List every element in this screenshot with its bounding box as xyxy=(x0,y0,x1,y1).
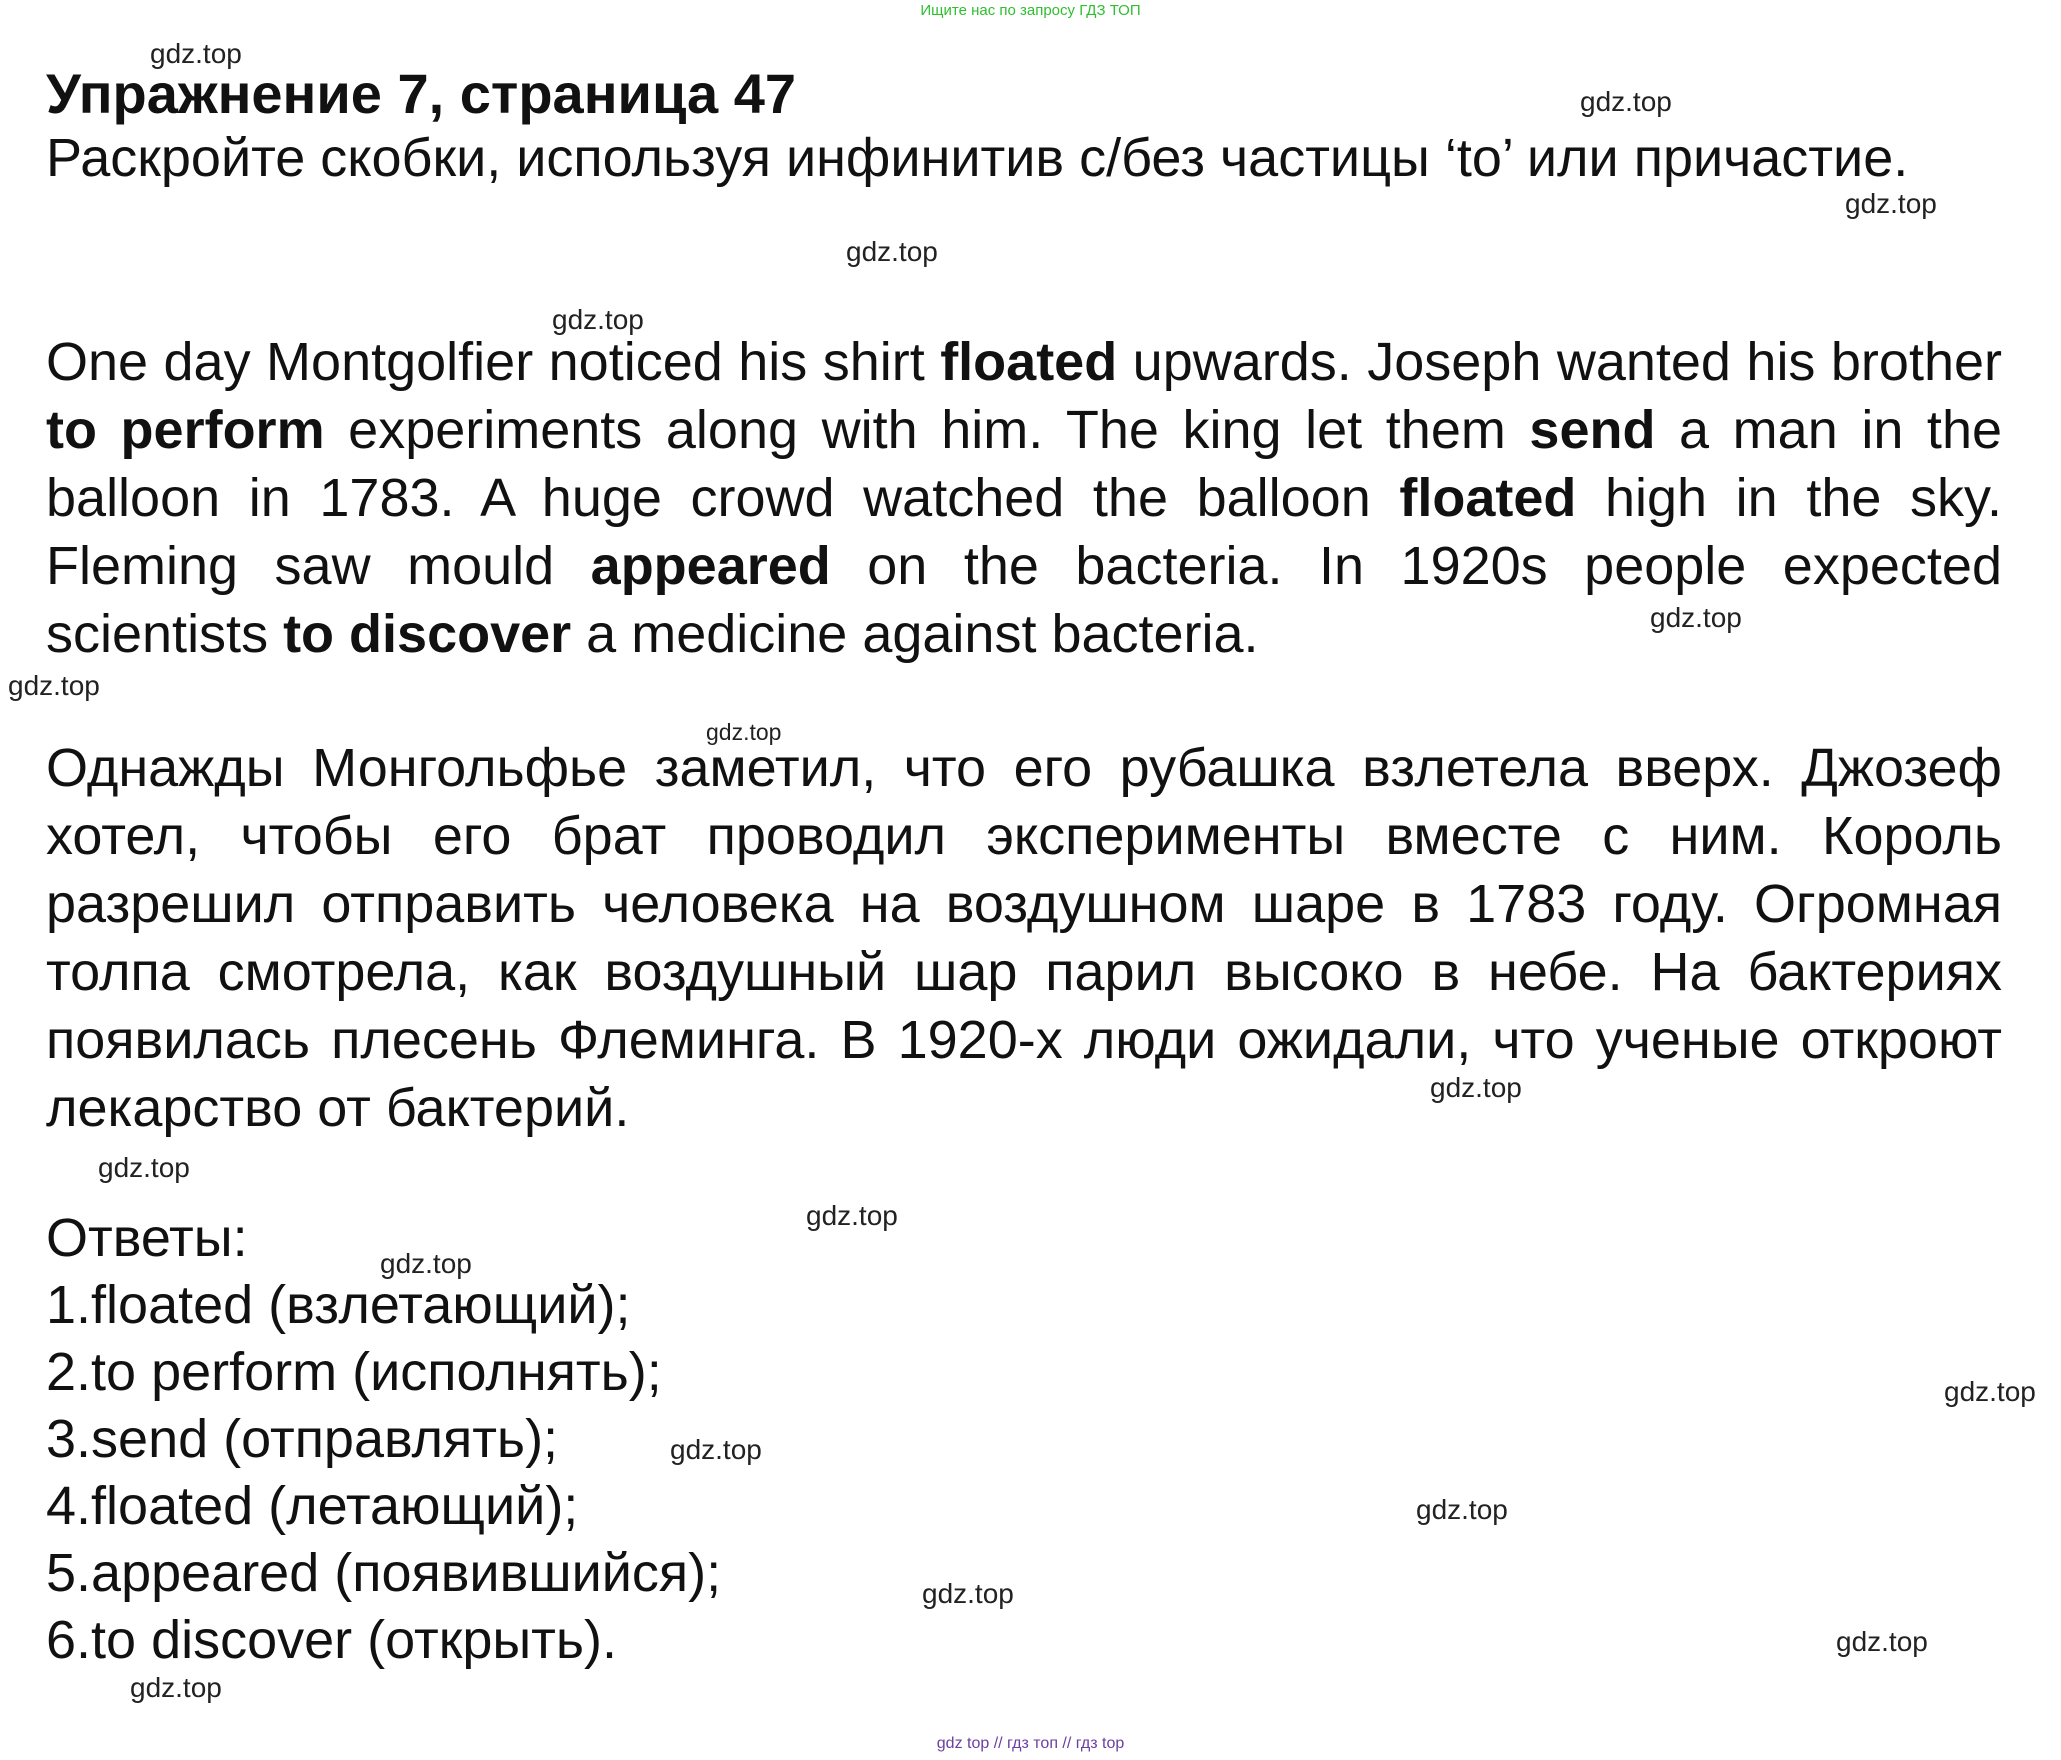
answer-word: to perform xyxy=(46,400,325,460)
watermark: gdz.top xyxy=(1650,602,1742,633)
watermark: gdz.top xyxy=(670,1434,762,1465)
watermark: gdz.top xyxy=(1580,86,1672,117)
text-segment: experiments along with him. The king let them xyxy=(324,400,1530,460)
watermark: gdz.top xyxy=(1430,1072,1522,1103)
watermark: gdz.top xyxy=(922,1578,1014,1609)
watermark: gdz.top xyxy=(150,38,242,69)
answer-item: 2.to perform (исполнять); xyxy=(46,1342,662,1402)
answer-word: appeared xyxy=(590,536,831,596)
answer-item: 3.send (отправлять); xyxy=(46,1409,559,1469)
watermark: gdz.top xyxy=(98,1152,190,1183)
answers-list xyxy=(46,1272,721,1674)
answer-item: 1.floated (взлетающий); xyxy=(46,1275,631,1335)
top-banner: Ищите нас по запросу ГДЗ ТОП xyxy=(920,2,1141,19)
page-title: Упражнение 7, страница 47 xyxy=(46,62,797,125)
watermark: gdz.top xyxy=(1416,1494,1508,1525)
watermark: gdz.top xyxy=(130,1672,222,1703)
text-segment: high in the sky. Fleming saw mould xyxy=(46,468,2002,596)
answer-item: 5.appeared (появившийся); xyxy=(46,1543,722,1603)
text-segment: upwards. Joseph wanted his brother xyxy=(1117,332,2002,392)
watermark: gdz.top xyxy=(380,1248,472,1279)
answer-item: 4.floated (летающий); xyxy=(46,1476,579,1536)
watermark: gdz.top xyxy=(1845,188,1937,219)
exercise-instruction: Раскройте скобки, используя инфинитив с/без частицы ‘to’ или причастие. xyxy=(46,128,1909,188)
answer-item: 6.to discover (открыть). xyxy=(46,1610,618,1670)
text-segment: a man in the balloon in 1783. A huge crowd watched the balloon xyxy=(46,400,2003,528)
answer-word: to discover xyxy=(283,604,572,664)
answers-heading: Ответы: xyxy=(46,1208,248,1268)
answer-word: floated xyxy=(940,332,1118,392)
answer-word: send xyxy=(1529,400,1656,460)
watermark: gdz.top xyxy=(806,1200,898,1231)
footer: gdz top // гдз топ // гдз top xyxy=(936,1735,1125,1752)
text-segment: a medicine against bacteria. xyxy=(571,604,1259,664)
text-segment: One day Montgolfier noticed his shirt xyxy=(46,332,941,392)
watermark: gdz.top xyxy=(846,236,938,267)
watermark: gdz.top xyxy=(8,670,100,701)
watermark: gdz.top xyxy=(706,719,782,745)
text-segment: on the bacteria. In 1920s people expected scientists xyxy=(46,536,2002,664)
watermark: gdz.top xyxy=(552,304,644,335)
watermark: gdz.top xyxy=(1944,1376,2036,1407)
russian-translation: Однажды Монгольфье заметил, что его рубашка взлетела вверх. Джозеф хотел, чтобы его брат проводил эксперименты вместе с ним. Король разрешил отправить человека на воздушном шаре в 1783 году. Огромная толпа смотрела, как воздушный шар парил высоко в небе. На бактериях появилась плесень Флеминга. В 1920-х люди ожидали, что ученые откроют лекарство от бактерий. xyxy=(46,738,2002,1138)
watermark: gdz.top xyxy=(1836,1626,1928,1657)
answer-word: floated xyxy=(1399,468,1577,528)
